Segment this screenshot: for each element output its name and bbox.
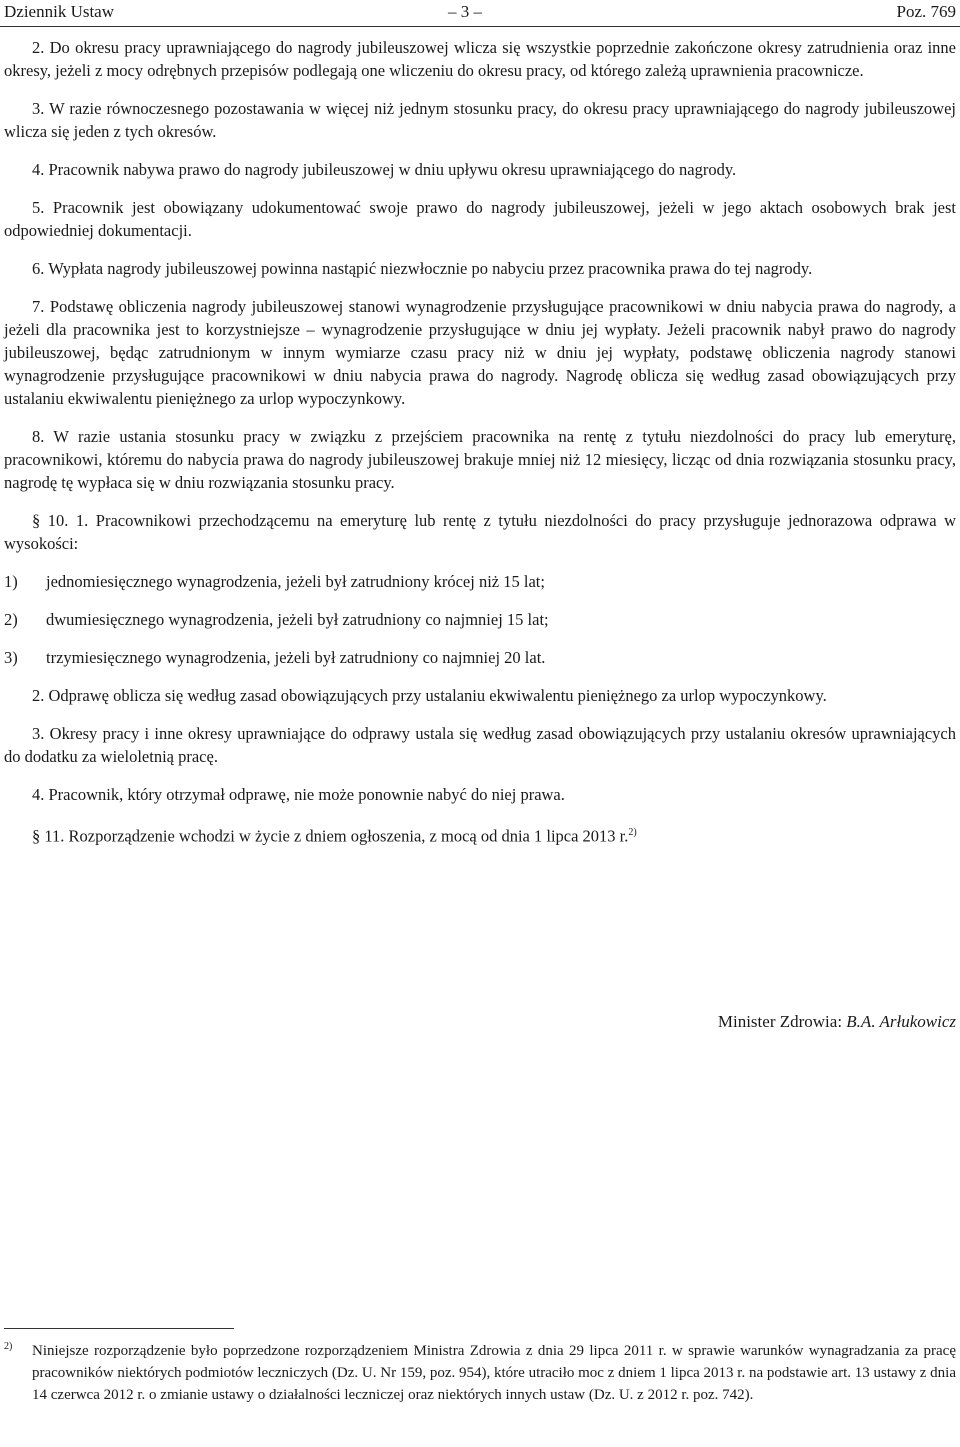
footnote-reference: 2) — [628, 827, 637, 838]
footnote — [4, 1340, 956, 1406]
footnote-mark: 2) — [4, 1341, 13, 1352]
section-10-paragraph-4: 4. Pracownik, który otrzymał odprawę, nie może ponownie nabyć do niej prawa. — [32, 785, 565, 804]
section-10-paragraph-2: 2. Odprawę oblicza się według zasad obowiązujących przy ustalaniu ekwiwalentu pieniężnego za urlop wypoczynkowy. — [32, 686, 827, 705]
list-item-text: jednomiesięcznego wynagrodzenia, jeżeli był zatrudniony krócej niż 15 lat; — [46, 572, 545, 591]
section-10-paragraph-3: 3. Okresy pracy i inne okresy uprawniające do odprawy ustala się według zasad obowiązujących przy ustalaniu okresów uprawniających do dodatku za wieloletnią pracę. — [4, 724, 956, 766]
list-item-number: 2) — [4, 610, 18, 629]
list-item-text: trzymiesięcznego wynagrodzenia, jeżeli był zatrudniony co najmniej 20 lat. — [46, 648, 546, 667]
list-item-number: 1) — [4, 572, 18, 591]
list-item — [4, 608, 956, 631]
list-item — [4, 570, 956, 593]
page-number: – 3 – — [448, 2, 482, 21]
paragraph-4: 4. Pracownik nabywa prawo do nagrody jubileuszowej w dniu upływu okresu uprawniającego do nagrody. — [32, 160, 737, 179]
signature-role: Minister Zdrowia: — [717, 1012, 847, 1031]
signature-name: B.A. Arłukowicz — [846, 1012, 956, 1031]
list-item-number: 3) — [4, 648, 18, 667]
footnote-text: Niniejsze rozporządzenie było poprzedzone rozporządzeniem Ministra Zdrowia z dnia 29 lipca 2011 r. w sprawie warunków wynagradzania za pracę pracowników niektórych podmiotów leczniczych (Dz. U. Nr 159, poz. 954), które utraciło moc z dniem 1 lipca 2013 r. na podstawie art. 13 ustawy z dnia 14 czerwca 2012 r. o zmianie ustawy o działalności leczniczej oraz niektórych innych ustaw (Dz. U. z 2012 r. poz. 742). — [32, 1343, 956, 1403]
paragraph-8: 8. W razie ustania stosunku pracy w związku z przejściem pracownika na rentę z tytułu niezdolności do pracy lub emeryturę, pracownikowi, któremu do nabycia prawa do nagrody jubileuszowej brakuje mniej niż 12 miesięcy, licząc od dnia rozwiązania stosunku pracy, nagrodę tę wypłaca się w dniu rozwiązania stosunku pracy. — [4, 427, 956, 492]
paragraph-3: 3. W razie równoczesnego pozostawania w więcej niż jednym stosunku pracy, do okresu pracy uprawniającego do nagrody jubileuszowej wlicza się jeden z tych okresów. — [4, 99, 956, 141]
section-11 — [4, 821, 956, 848]
section-10-intro: § 10. 1. Pracownikowi przechodzącemu na emeryturę lub rentę z tytułu niezdolności do pracy przysługuje jednorazowa odprawa w wysokości: — [4, 511, 956, 553]
paragraph-7: 7. Podstawę obliczenia nagrody jubileuszowej stanowi wynagrodzenie przysługujące pracownikowi w dniu nabycia prawa do nagrody, a jeżeli dla pracownika jest to korzystniejsze – wynagrodzenie przysługujące w dniu jej wypłaty. Jeżeli pracownik nabył prawo do nagrody jubileuszowej, będąc zatrudnionym w innym wymiarze czasu pracy niż w dniu jej wypłaty, podstawę obliczenia nagrody stanowi wynagrodzenie przysługujące pracownikowi w dniu nabycia prawa do nagrody. Nagrodę oblicza się według zasad obowiązujących przy ustalaniu ekwiwalentu pieniężnego za urlop wypoczynkowy. — [4, 297, 956, 408]
document-body — [4, 36, 956, 863]
section-11-text: § 11. Rozporządzenie wchodzi w życie z dniem ogłoszenia, z mocą od dnia 1 lipca 2013 r. — [32, 826, 629, 846]
signature — [718, 1012, 956, 1032]
paragraph-5: 5. Pracownik jest obowiązany udokumentować swoje prawo do nagrody jubileuszowej, jeżeli w jego aktach osobowych brak jest odpowiedniej dokumentacji. — [4, 198, 956, 240]
position-number: Poz. 769 — [896, 2, 956, 21]
footnote-divider — [4, 1328, 234, 1329]
journal-title: Dziennik Ustaw — [4, 2, 115, 21]
list-item-text: dwumiesięcznego wynagrodzenia, jeżeli był zatrudniony co najmniej 15 lat; — [46, 610, 549, 629]
header-divider — [0, 26, 960, 27]
list-item — [4, 646, 956, 669]
paragraph-2: 2. Do okresu pracy uprawniającego do nagrody jubileuszowej wlicza się wszystkie poprzednie zakończone okresy zatrudnienia oraz inne okresy, jeżeli z mocy odrębnych przepisów podlegają one wliczeniu do okresu pracy, od którego zależą uprawnienia pracownicze. — [4, 38, 956, 80]
paragraph-6: 6. Wypłata nagrody jubileuszowej powinna nastąpić niezwłocznie po nabyciu przez pracownika prawa do tej nagrody. — [32, 259, 813, 278]
page-header — [0, 0, 960, 28]
